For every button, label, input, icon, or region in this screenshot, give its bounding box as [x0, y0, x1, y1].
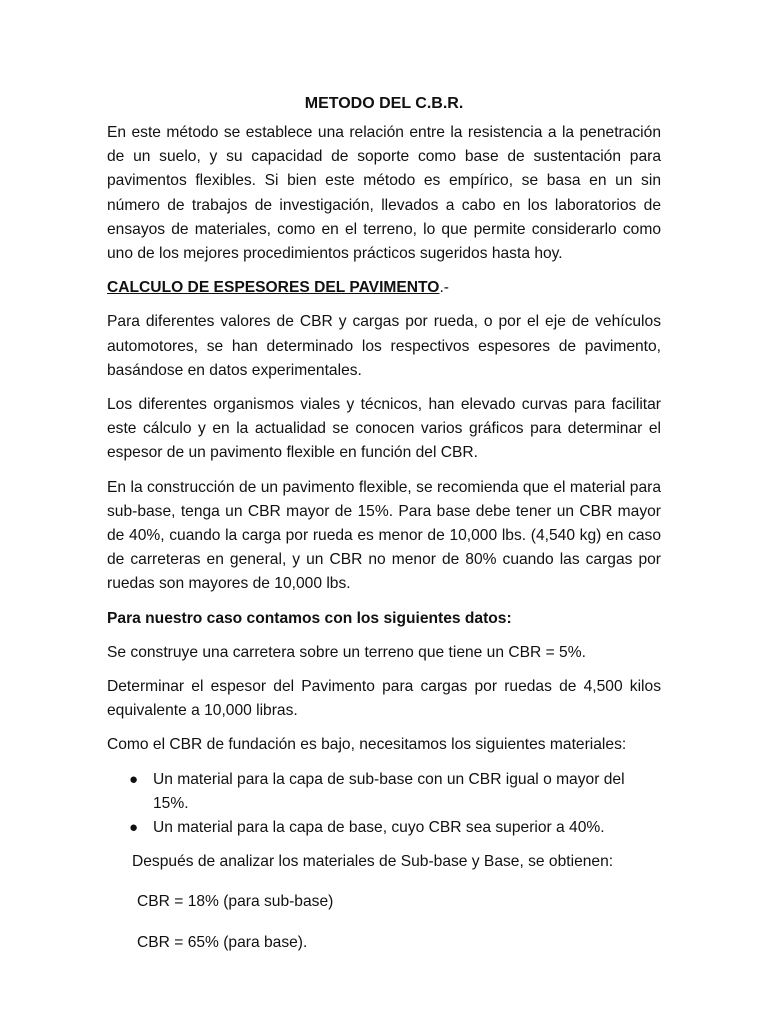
document-body [107, 92, 661, 971]
result-subbase: CBR = 18% (para sub-base) [137, 893, 334, 911]
materials-list [107, 768, 661, 841]
paragraph-terrain: Se construye una carretera sobre un terreno que tiene un CBR = 5%. [107, 643, 586, 661]
section-heading-text: CALCULO DE ESPESORES DEL PAVIMENTO [107, 279, 440, 297]
paragraph-analysis: Después de analizar los materiales de Sub-base y Base, se obtienen: [132, 853, 614, 871]
bullet-icon: ● [129, 770, 139, 788]
paragraph-construction: En la construcción de un pavimento flexible, se recomienda que el material para sub-base, tenga un CBR mayor de 15%. Para base debe tener un CBR mayor de 40%, cuando la carga por rueda es menor de 10,000 lbs. (4,540 kg) en caso de carreteras en general, y un CBR no menor de 80% cuando las cargas por ruedas son mayores de 10,000 lbs. [107, 478, 661, 593]
list-item-text: Un material para la capa de sub-base con un CBR igual o mayor del 15%. [153, 770, 625, 812]
bullet-icon: ● [129, 819, 139, 837]
section-heading [107, 276, 661, 300]
list-item [107, 768, 661, 816]
paragraph-materials: Como el CBR de fundación es bajo, necesitamos los siguientes materiales: [107, 736, 627, 754]
list-item-text: Un material para la capa de base, cuyo CBR sea superior a 40%. [153, 819, 605, 837]
paragraph-cbr-values: Para diferentes valores de CBR y cargas por rueda, o por el eje de vehículos automotores, se han determinado los respectivos espesores de pavimento, basándose en datos experimentales. [107, 313, 661, 379]
intro-paragraph: En este método se establece una relación entre la resistencia a la penetración de un suelo, y su capacidad de soporte como base de sustentación para pavimentos flexibles. Si bien este método es empírico, se basa en un sin número de trabajos de investigación, llevados a cabo en los laboratorios de ensayos de materiales, como en el terreno, lo que permite considerarlo como uno de los mejores procedimientos prácticos sugeridos hasta hoy. [107, 124, 661, 263]
paragraph-organisms: Los diferentes organismos viales y técnicos, han elevado curvas para facilitar este cálculo y en la actualidad se conocen varios gráficos para determinar el espesor de un pavimento flexible en función del CBR. [107, 396, 661, 462]
result-base: CBR = 65% (para base). [137, 933, 308, 951]
document-title: METODO DEL C.B.R. [304, 95, 464, 112]
section-heading-suffix: .- [439, 279, 449, 297]
list-item [107, 816, 661, 840]
data-heading: Para nuestro caso contamos con los siguientes datos: [107, 609, 512, 627]
paragraph-determine: Determinar el espesor del Pavimento para cargas por ruedas de 4,500 kilos equivalente a 10,000 libras. [107, 678, 661, 720]
